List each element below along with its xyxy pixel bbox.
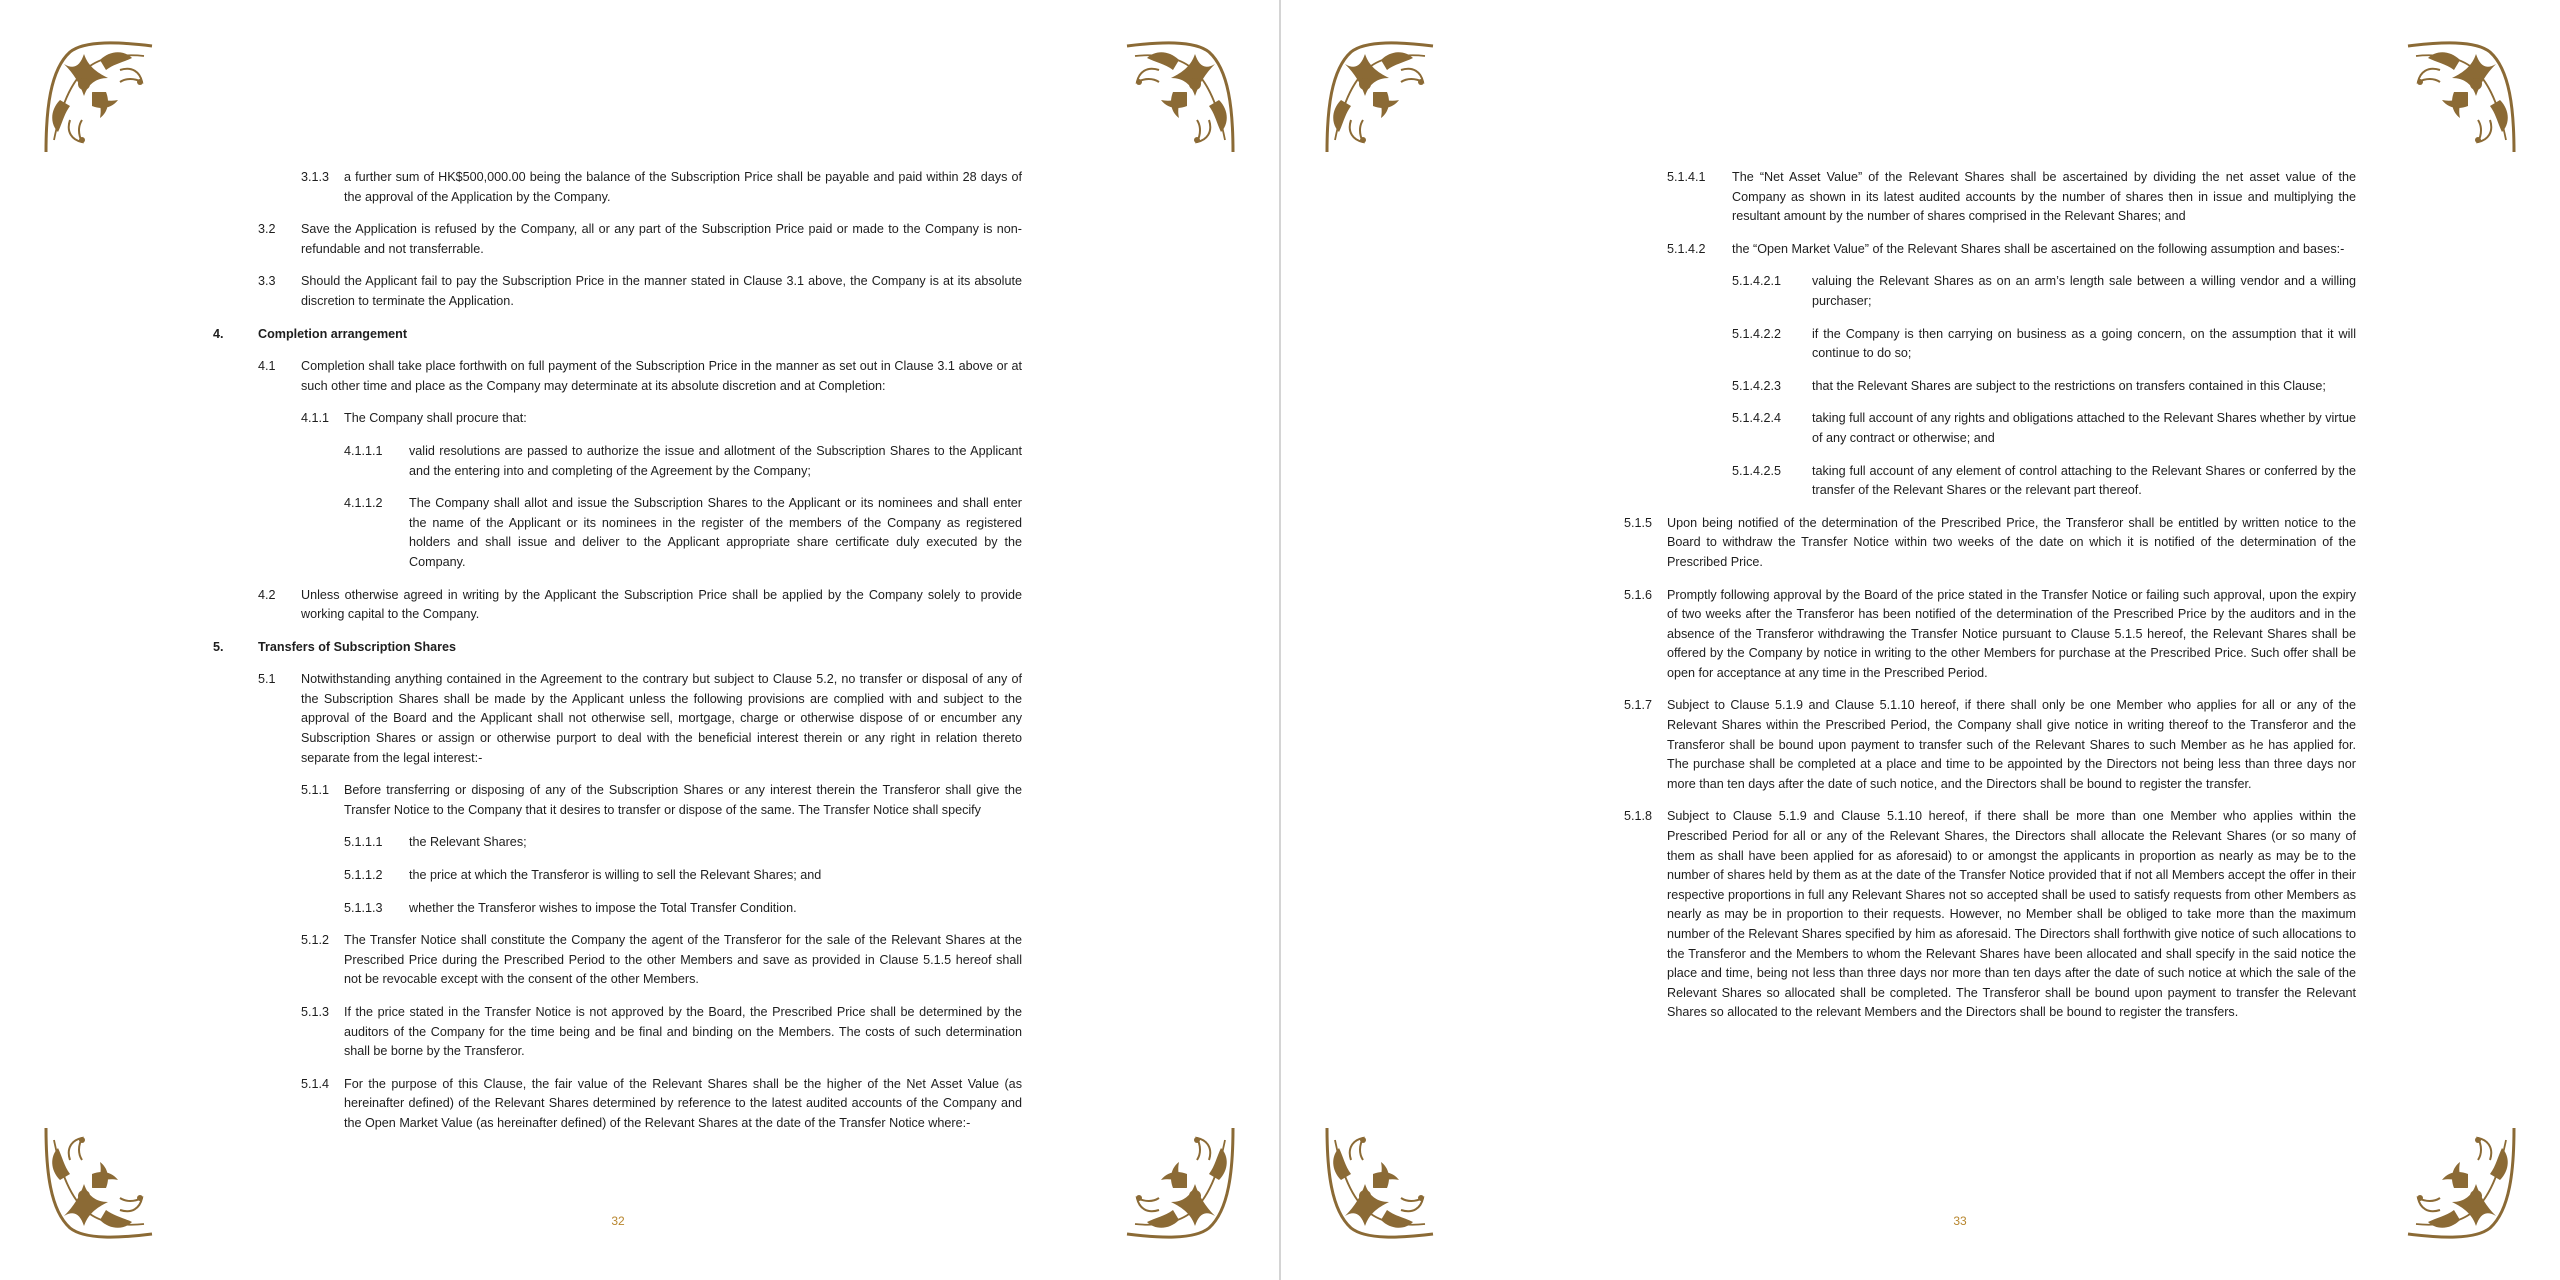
- clause-5-1-4-2-4: 5.1.4.2.4 taking full account of any rights and obligations attached to the Relevant Shares whether by virtue of any contract or otherwise; and: [1732, 411, 2356, 445]
- clause-5-1-4: 5.1.4 For the purpose of this Clause, the fair value of the Relevant Shares shall be the higher of the Net Asset Value (as hereinafter defined) of the Relevant Shares determined by reference to the latest audited accounts of the Company and the Open Market Value (as hereinafter defined) of the Relevant Shares at the date of the Transfer Notice where:-: [301, 1076, 1022, 1130]
- clause-5-1: 5.1 Notwithstanding anything contained in the Agreement to the contrary but subject to Clause 5.2, no transfer or disposal of any of the Subscription Shares shall be made by the Applicant unless the following provisions are complied with and subject to the approval of the Board and the Applicant shall not otherwise sell, mortgage, charge or otherwise dispose of or encumber any Subscription Shares or assign or otherwise purport to deal with the beneficial interest therein or any right in relation thereto separate from the legal interest:-: [258, 672, 1022, 765]
- clause-5-1-1-1: 5.1.1.1 the Relevant Shares;: [344, 835, 527, 850]
- left-page: [0, 0, 1279, 1280]
- left-page-text: [213, 168, 1022, 1147]
- corner-ornament-icon: [1321, 1122, 1439, 1240]
- corner-ornament-icon: [40, 40, 158, 158]
- clause-5-1-7: 5.1.7 Subject to Clause 5.1.9 and Clause 5.1.10 hereof, if there shall only be one Member who applies for all or any of the Relevant Shares within the Prescribed Period, the Company shall give notice in writing thereof to the Transferor and the Transferor shall be bound upon payment to transfer such of the Relevant Shares to such Member as he has applied for. The purchase shall be completed at a place and time to be appointed by the Directors not being less than three days nor more than ten days after the date of such notice, and the Directors shall be bound to register the transfer.: [1624, 698, 2356, 791]
- clause-4-1: 4.1 Completion shall take place forthwith on full payment of the Subscription Price in the manner as set out in Clause 3.1 above or at such other time and place as the Company may determinate at its absolute discretion and at Completion:: [258, 359, 1022, 393]
- clause-3-3: 3.3 Should the Applicant fail to pay the Subscription Price in the manner stated in Clause 3.1 above, the Company is at its absolute discretion to terminate the Application.: [258, 274, 1022, 308]
- clause-5-1-1-3: 5.1.1.3 whether the Transferor wishes to impose the Total Transfer Condition.: [344, 900, 797, 915]
- clause-3-1-3: 3.1.3 a further sum of HK$500,000.00 being the balance of the Subscription Price shall be payable and paid within 28 days of the approval of the Application by the Company.: [301, 170, 1022, 204]
- clause-4-1-1-1: 4.1.1.1 valid resolutions are passed to authorize the issue and allotment of the Subscription Shares to the Applicant and the entering into and completing of the Agreement by the Company;: [344, 443, 1022, 478]
- right-page-text: [1624, 168, 2356, 1036]
- right-page: [1281, 0, 2560, 1280]
- corner-ornament-icon: [1121, 40, 1239, 158]
- clause-5-1-3: 5.1.3 If the price stated in the Transfer Notice is not approved by the Board, the Prescribed Price shall be determined by the auditors of the Company for the time being and be final and binding on the Members. The costs of such determination shall be borne by the Transferor.: [301, 1005, 1022, 1059]
- section-heading-4: 4. Completion arrangement: [213, 326, 408, 341]
- clause-3-2: 3.2 Save the Application is refused by the Company, all or any part of the Subscription Price paid or made to the Company is non-refundable and not transferrable.: [258, 222, 1022, 256]
- clause-5-1-6: 5.1.6 Promptly following approval by the Board of the price stated in the Transfer Notice or failing such approval, upon the expiry of two weeks after the Transferor has been notified of the determination of the Prescribed Price by the auditors and in the absence of the Transferor withdrawing the Transfer Notice pursuant to Clause 5.1.5 hereof, the Relevant Shares shall be offered by the Company by notice in writing to the other Members for purchase at the Prescribed Price. Such offer shall be open for acceptance at any time in the Prescribed Period.: [1624, 587, 2356, 680]
- clause-4-1-1-2: 4.1.1.2 The Company shall allot and issue the Subscription Shares to the Applicant or its nominees and shall enter the name of the Applicant or its nominees in the register of the members of the Company as registered holders and shall issue and deliver to the Applicant appropriate share certificate duly executed by the Company.: [344, 496, 1022, 569]
- clause-5-1-4-2: 5.1.4.2 the “Open Market Value” of the Relevant Shares shall be ascertained on the following assumption and bases:-: [1667, 241, 2345, 256]
- corner-ornament-icon: [1321, 40, 1439, 158]
- page-number: 33: [1953, 1214, 1967, 1228]
- clause-5-1-2: 5.1.2 The Transfer Notice shall constitute the Company the agent of the Transferor for the sale of the Relevant Shares at the Prescribed Price during the Prescribed Period to the other Members and save as provided in Clause 5.1.5 hereof shall not be revocable except with the consent of the other Members.: [301, 933, 1022, 987]
- clause-5-1-1: 5.1.1 Before transferring or disposing of any of the Subscription Shares or any interest therein the Transferor shall give the Transfer Notice to the Company that it desires to transfer or dispose of the same. The Transfer Notice shall specify: [301, 783, 1022, 817]
- clause-4-1-1: 4.1.1 The Company shall procure that:: [301, 411, 527, 426]
- clause-5-1-4-2-1: 5.1.4.2.1 valuing the Relevant Shares as on an arm’s length sale between a willing vendor and a willing purchaser;: [1732, 274, 2356, 308]
- clause-5-1-5: 5.1.5 Upon being notified of the determination of the Prescribed Price, the Transferor shall be entitled by written notice to the Board to withdraw the Transfer Notice within two weeks of the date on which it is notified of the determination of the Prescribed Price.: [1624, 515, 2356, 569]
- clause-5-1-4-1: 5.1.4.1 The “Net Asset Value” of the Relevant Shares shall be ascertained by dividing the net asset value of the Company as shown in its latest audited accounts by the number of shares then in issue and multiplying the resultant amount by the number of shares comprised in the Relevant Shares; and: [1667, 170, 2356, 224]
- corner-ornament-icon: [2402, 40, 2520, 158]
- clause-4-2: 4.2 Unless otherwise agreed in writing by the Applicant the Subscription Price shall be applied by the Company solely to provide working capital to the Company.: [258, 587, 1022, 622]
- corner-ornament-icon: [1121, 1122, 1239, 1240]
- section-heading-5: 5. Transfers of Subscription Shares: [213, 639, 457, 654]
- page-number: 32: [611, 1214, 625, 1228]
- clause-5-1-4-2-3: 5.1.4.2.3 that the Relevant Shares are subject to the restrictions on transfers contained in this Clause;: [1732, 378, 2326, 393]
- corner-ornament-icon: [40, 1122, 158, 1240]
- corner-ornament-icon: [2402, 1122, 2520, 1240]
- clause-5-1-8: 5.1.8 Subject to Clause 5.1.9 and Clause 5.1.10 hereof, if there shall be more than one Member who applies within the Prescribed Period for all or any of the Relevant Shares, the Directors shall allocate the Relevant Shares (or so many of them as shall have been applied for as aforesaid) to or amongst the applicants in proportion as nearly as may be to the number of shares held by them as at the date of the Transfer Notice provided that if not all Members accept the offer in their respective proportions in full any Relevant Shares not so accepted shall be used to satisfy requests from other Members as nearly as may be in proportion to their requests. However, no Member shall be obliged to take more than the maximum number of the Relevant Shares specified by him as aforesaid. The Directors shall forthwith give notice of such allocations to the Transferor and the Members to whom the Relevant Shares have been allocated and shall specify in the said notice the place and time, being not less than three days nor more than ten days after the date of such notice at which the sale of the Relevant Shares so allocated shall be completed. The Transferor shall be bound upon payment to transfer the Relevant Shares so allocated to the relevant Members and the Directors shall be bound to register the transfers.: [1624, 809, 2356, 1020]
- clause-5-1-4-2-5: 5.1.4.2.5 taking full account of any element of control attaching to the Relevant Shares or conferred by the transfer of the Relevant Shares or the relevant part thereof.: [1732, 463, 2356, 498]
- clause-5-1-1-2: 5.1.1.2 the price at which the Transferor is willing to sell the Relevant Shares; and: [344, 868, 822, 883]
- clause-5-1-4-2-2: 5.1.4.2.2 if the Company is then carrying on business as a going concern, on the assumption that it will continue to do so;: [1732, 326, 2356, 361]
